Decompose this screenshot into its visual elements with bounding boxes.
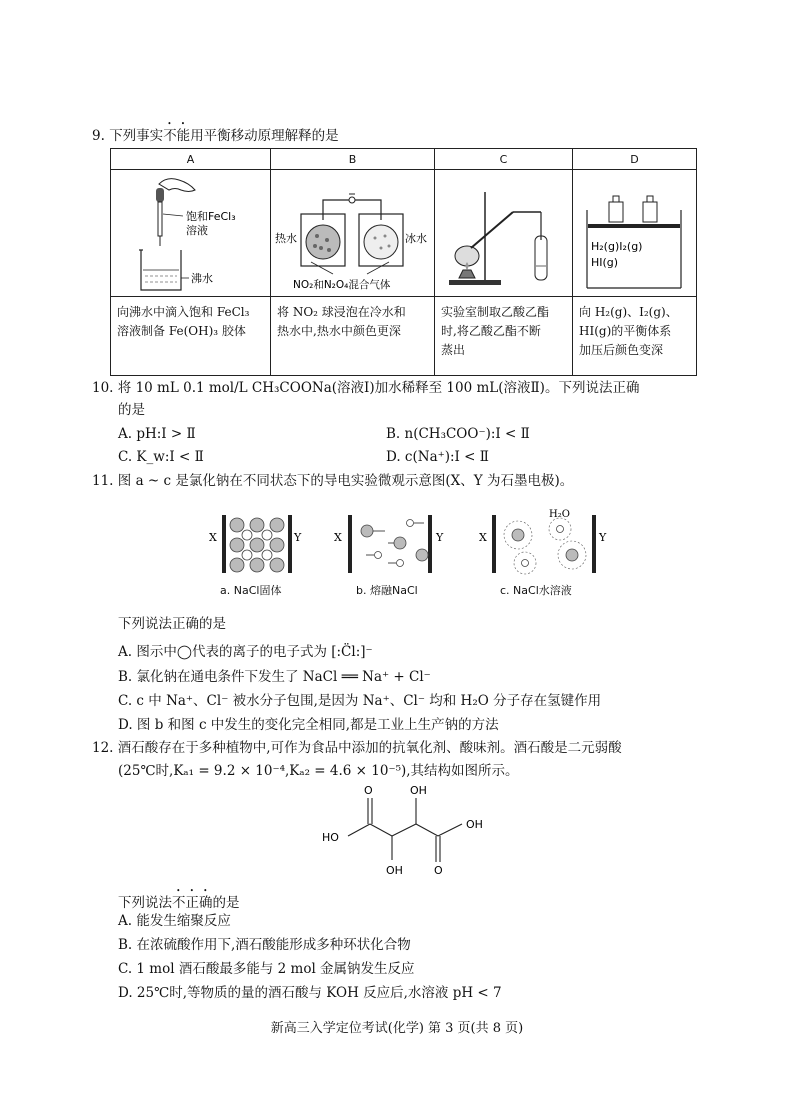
svg-text:Y: Y bbox=[599, 531, 607, 544]
atom-ho-left: HO bbox=[322, 831, 339, 844]
emphasis-text: 不能 bbox=[163, 128, 191, 144]
piston-container-diagram bbox=[573, 170, 695, 296]
figure-b bbox=[271, 170, 435, 297]
q11-option-a: A. 图示中◯代表的离子的电子式为 [:C̈l:]⁻ bbox=[118, 644, 373, 660]
header-b: B bbox=[271, 149, 435, 170]
q10-stem-cont: 的是 bbox=[118, 402, 145, 418]
q9-number: 9. bbox=[92, 128, 105, 144]
figure-c bbox=[435, 170, 573, 297]
label-reagent: 饱和FeCl₃ bbox=[186, 210, 236, 223]
water-label: H₂O bbox=[549, 509, 570, 520]
atom-o-top-left: O bbox=[364, 784, 373, 797]
svg-text:X: X bbox=[334, 531, 342, 544]
q11-option-d: D. 图 b 和图 c 中发生的变化完全相同,都是工业上生产钠的方法 bbox=[118, 717, 499, 733]
desc-c: 实验室制取乙酸乙酯 时,将乙酸乙酯不断 蒸出 bbox=[435, 297, 573, 376]
label-reagent-2: 溶液 bbox=[186, 224, 208, 237]
diagram-c-aqueous bbox=[479, 509, 607, 574]
figure-d bbox=[573, 170, 697, 297]
caption-a: a. NaCl固体 bbox=[220, 584, 282, 597]
q12-option-a: A. 能发生缩聚反应 bbox=[118, 913, 231, 929]
diagram-b-molten bbox=[334, 515, 444, 573]
desc-d: 向 H₂(g)、I₂(g)、 HI(g)的平衡体系 加压后颜色变深 bbox=[573, 297, 697, 376]
q11-prompt: 下列说法正确的是 bbox=[118, 616, 226, 632]
atom-o-bottom-right: O bbox=[434, 864, 443, 877]
tartaric-acid-structure bbox=[318, 784, 508, 880]
q12-number: 12. bbox=[92, 740, 114, 756]
q11-stem: 11. 图 a ~ c 是氯化钠在不同状态下的导电实验微观示意图(X、Y 为石墨电极)。 bbox=[92, 473, 574, 489]
q10-option-a: A. pH:Ⅰ > Ⅱ bbox=[118, 426, 196, 442]
caption-b: b. 熔融NaCl bbox=[356, 584, 418, 597]
label-boiling-water: 沸水 bbox=[191, 272, 213, 285]
no2-bulbs-diagram bbox=[271, 170, 433, 296]
desc-b: 将 NO₂ 球浸泡在冷水和 热水中,热水中颜色更深 bbox=[271, 297, 435, 376]
svg-text:Y: Y bbox=[436, 531, 444, 544]
atom-oh-top: OH bbox=[410, 784, 427, 797]
header-c: C bbox=[435, 149, 573, 170]
q11-option-b: B. 氯化钠在通电条件下发生了 NaCl ══ Na⁺ + Cl⁻ bbox=[118, 669, 431, 685]
q11-number: 11. bbox=[92, 473, 114, 489]
q9-stem: 9. 下列事实不能用平衡移动原理解释的是 bbox=[92, 128, 339, 144]
q9-table bbox=[110, 148, 697, 376]
caption-c: c. NaCl水溶液 bbox=[500, 584, 572, 597]
header-a: A bbox=[111, 149, 271, 170]
q12-prompt: 下列说法不正确的是 bbox=[118, 895, 240, 911]
q10-number: 10. bbox=[92, 380, 114, 396]
q12-option-c: C. 1 mol 酒石酸最多能与 2 mol 金属钠发生反应 bbox=[118, 961, 415, 977]
desc-a: 向沸水中滴入饱和 FeCl₃ 溶液制备 Fe(OH)₃ 胶体 bbox=[111, 297, 271, 376]
dropper-beaker-diagram bbox=[111, 170, 269, 296]
q12-stem-cont: (25℃时,Kₐ₁ = 9.2 × 10⁻⁴,Kₐ₂ = 4.6 × 10⁻⁵),其结构如图所示。 bbox=[118, 763, 519, 779]
q12-stem: 12. 酒石酸存在于多种植物中,可作为食品中添加的抗氧化剂、酸味剂。酒石酸是二元弱酸 bbox=[92, 740, 622, 756]
svg-text:X: X bbox=[479, 531, 487, 544]
label-ice-water: 冰水 bbox=[405, 232, 427, 245]
q12-option-d: D. 25℃时,等物质的量的酒石酸与 KOH 反应后,水溶液 pH < 7 bbox=[118, 985, 502, 1001]
electrode-x-label: X bbox=[209, 531, 217, 544]
q10-option-d: D. c(Na⁺):Ⅰ < Ⅱ bbox=[386, 449, 489, 465]
figure-a bbox=[111, 170, 271, 297]
emphasis-text: 不正确 bbox=[172, 895, 213, 911]
label-hot-water: 热水 bbox=[275, 232, 297, 245]
esterification-apparatus bbox=[435, 170, 571, 296]
diagram-a-solid bbox=[209, 515, 302, 573]
q10-option-c: C. K_w:Ⅰ < Ⅱ bbox=[118, 449, 204, 465]
label-h2-i2: H₂(g)I₂(g) bbox=[591, 240, 643, 253]
header-d: D bbox=[573, 149, 697, 170]
q11-option-c: C. c 中 Na⁺、Cl⁻ 被水分子包围,是因为 Na⁺、Cl⁻ 均和 H₂O 分子存在氢键作用 bbox=[118, 693, 602, 709]
atom-oh-right: OH bbox=[466, 818, 483, 831]
q12-option-b: B. 在浓硫酸作用下,酒石酸能形成多种环状化合物 bbox=[118, 937, 411, 953]
label-gas-mixture: NO₂和N₂O₄混合气体 bbox=[293, 279, 391, 291]
label-hi: HI(g) bbox=[591, 256, 619, 269]
q10-stem: 10. 将 10 mL 0.1 mol/L CH₃COONa(溶液Ⅰ)加水稀释至 100 mL(溶液Ⅱ)。下列说法正确 bbox=[92, 380, 640, 396]
q10-option-b: B. n(CH₃COO⁻):Ⅰ < Ⅱ bbox=[386, 426, 530, 442]
page-footer: 新高三入学定位考试(化学) 第 3 页(共 8 页) bbox=[270, 1021, 524, 1036]
atom-oh-bottom: OH bbox=[386, 864, 403, 877]
electrode-y-label: Y bbox=[294, 531, 302, 544]
